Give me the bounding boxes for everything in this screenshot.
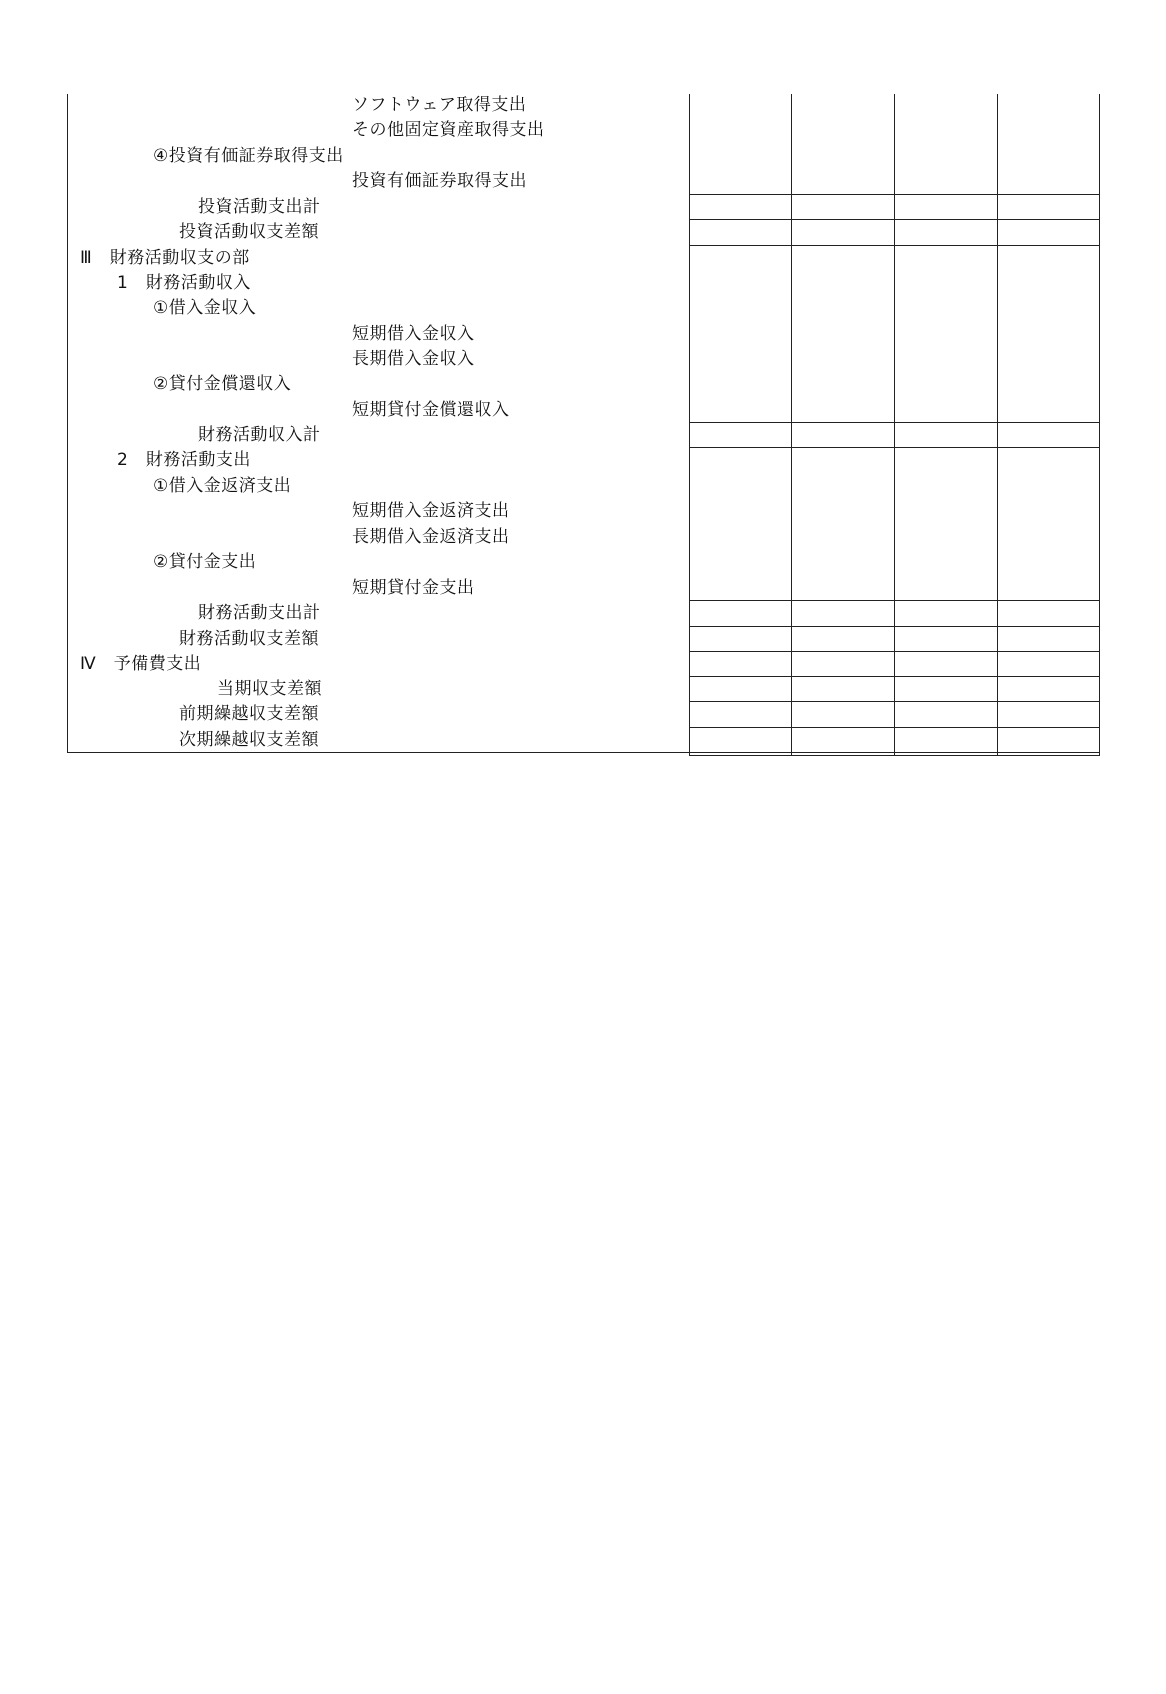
amount-row-divider (689, 701, 1100, 702)
amount-row-divider (689, 219, 1100, 220)
subtotal-item: 投資活動支出計 (198, 197, 321, 217)
amount-row-divider (689, 676, 1100, 677)
amount-row-divider (689, 651, 1100, 652)
line-item: ①借入金返済支出 (153, 476, 292, 496)
subtotal-item: 前期繰越収支差額 (179, 704, 319, 724)
line-item: 長期借入金収入 (352, 349, 475, 369)
table-bottom-border (67, 752, 689, 753)
amount-row-divider (689, 245, 1100, 246)
amount-row-divider (689, 626, 1100, 627)
line-item: 投資有価証券取得支出 (352, 171, 527, 191)
table-left-border (67, 94, 68, 753)
subtotal-item: 当期収支差額 (217, 679, 322, 699)
subtotal-item: 投資活動収支差額 (179, 222, 319, 242)
section-heading: Ⅳ 予備費支出 (80, 654, 202, 674)
section-heading: Ⅲ 財務活動収支の部 (80, 248, 250, 268)
subtotal-item: 財務活動支出計 (198, 603, 321, 623)
line-item: 長期借入金返済支出 (352, 527, 510, 547)
line-item: 短期貸付金支出 (352, 578, 475, 598)
subtotal-item: 財務活動収支差額 (179, 629, 319, 649)
line-item: ④投資有価証券取得支出 (153, 146, 344, 166)
amount-row-divider (689, 447, 1100, 448)
category-heading: 2 財務活動支出 (117, 450, 251, 470)
amount-row-divider (689, 727, 1100, 728)
line-item: その他固定資産取得支出 (352, 120, 545, 140)
amount-row-divider (689, 194, 1100, 195)
amount-row-divider (689, 422, 1100, 423)
amount-row-divider (689, 752, 1100, 753)
line-item: 短期借入金返済支出 (352, 501, 510, 521)
line-item: ①借入金収入 (153, 298, 257, 318)
subtotal-item: 財務活動収入計 (198, 425, 321, 445)
subtotal-item: 次期繰越収支差額 (179, 730, 319, 750)
line-item: 短期借入金収入 (352, 324, 475, 344)
line-item: ②貸付金償還収入 (153, 374, 292, 394)
category-heading: 1 財務活動収入 (117, 273, 251, 293)
amount-row-divider (689, 600, 1100, 601)
line-item: ②貸付金支出 (153, 552, 257, 572)
amount-row-divider (689, 755, 1100, 756)
line-item: ソフトウェア取得支出 (352, 95, 527, 115)
line-item: 短期貸付金償還収入 (352, 400, 510, 420)
